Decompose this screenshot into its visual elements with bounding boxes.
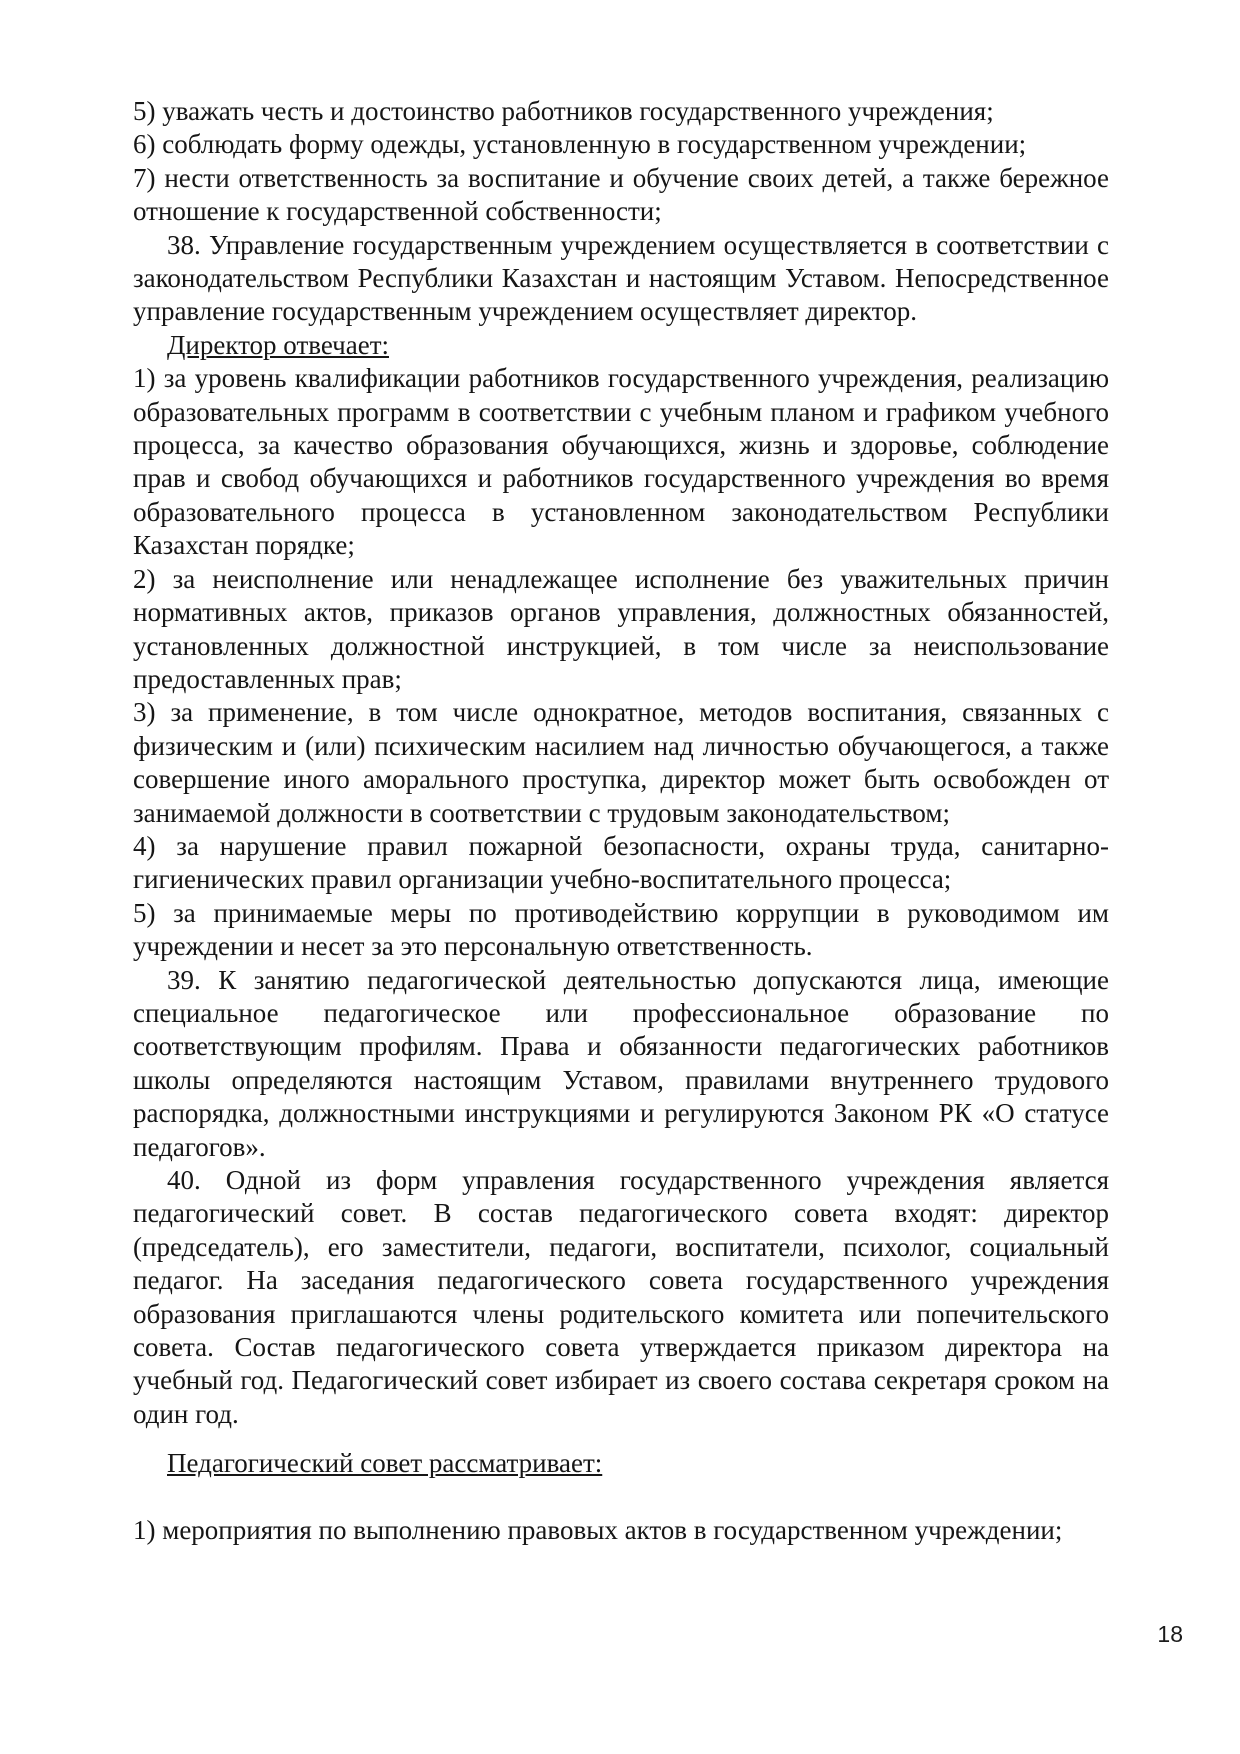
paragraph: 4) за нарушение правил пожарной безопасности, охраны труда, санитарно-гигиенических правил организации учебно-воспитательного процесса; [133,830,1109,895]
paragraph: 39. К занятию педагогической деятельностью допускаются лица, имеющие специальное педагогическое или профессиональное образование по соответствующим профилям. Права и обязанности педагогических работников школы определяются настоящим Уставом, правилами внутреннего трудового распорядка, должностными инструкциями и регулируются Законом РК «О статусе педагогов». [133,964,1109,1162]
paragraph: 3) за применение, в том числе однократное, методов воспитания, связанных с физическим и (или) психическим насилием над личностью обучающегося, а также совершение иного аморального проступка, директор может быть освобожден от занимаемой должности в соответствии с трудовым законодательством; [133,697,1109,828]
paragraph: 5) за принимаемые меры по противодействию коррупции в руководимом им учреждении и несет за это персональную ответственность. [133,897,1109,962]
paragraph: 6) соблюдать форму одежды, установленную в государственном учреждении; [133,129,1027,160]
blank-line [133,1481,1109,1514]
section-heading [133,1447,1109,1480]
section-heading-text: Директор отвечает: [167,329,389,360]
section-heading-text: Педагогический совет рассматривает: [167,1448,603,1479]
paragraph: 7) нести ответственность за воспитание и обучение своих детей, а также бережное отношение к государственной собственности; [133,162,1109,227]
section-heading [133,329,1109,362]
paragraph: 1) мероприятия по выполнению правовых актов в государственном учреждении; [133,1515,1063,1546]
paragraph: 2) за неисполнение или ненадлежащее исполнение без уважительных причин нормативных актов, приказов органов управления, должностных обязанностей, установленных должностной инструкцией, в том числе за неиспользование предоставленных прав; [133,563,1109,694]
paragraph: 40. Одной из форм управления государственного учреждения является педагогический совет. В состав педагогического совета входят: директор (председатель), его заместители, педагоги, воспитатели, психолог, социальный педагог. На заседания педагогического совета государственного учреждения образования приглашаются члены родительского комитета или попечительского совета. Состав педагогического совета утверждается приказом директора на учебный год. Педагогический совет избирает из своего состава секретаря сроком на один год. [133,1165,1109,1429]
paragraph: 1) за уровень квалификации работников государственного учреждения, реализацию образовательных программ в соответствии с учебным планом и графиком учебного процесса, за качество образования обучающихся, жизнь и здоровье, соблюдение прав и свобод обучающихся и работников государственного учреждения во время образовательного процесса в установленном законодательством Республики Казахстан порядке; [133,363,1109,561]
paragraph: 5) уважать честь и достоинство работников государственного учреждения; [133,96,994,126]
page-number: 18 [1157,1621,1183,1647]
paragraph: 38. Управление государственным учреждением осуществляется в соответствии с законодательством Республики Казахстан и настоящим Уставом. Непосредственное управление государственным учреждением осуществляет директор. [133,229,1109,327]
document-body [133,95,1109,1547]
